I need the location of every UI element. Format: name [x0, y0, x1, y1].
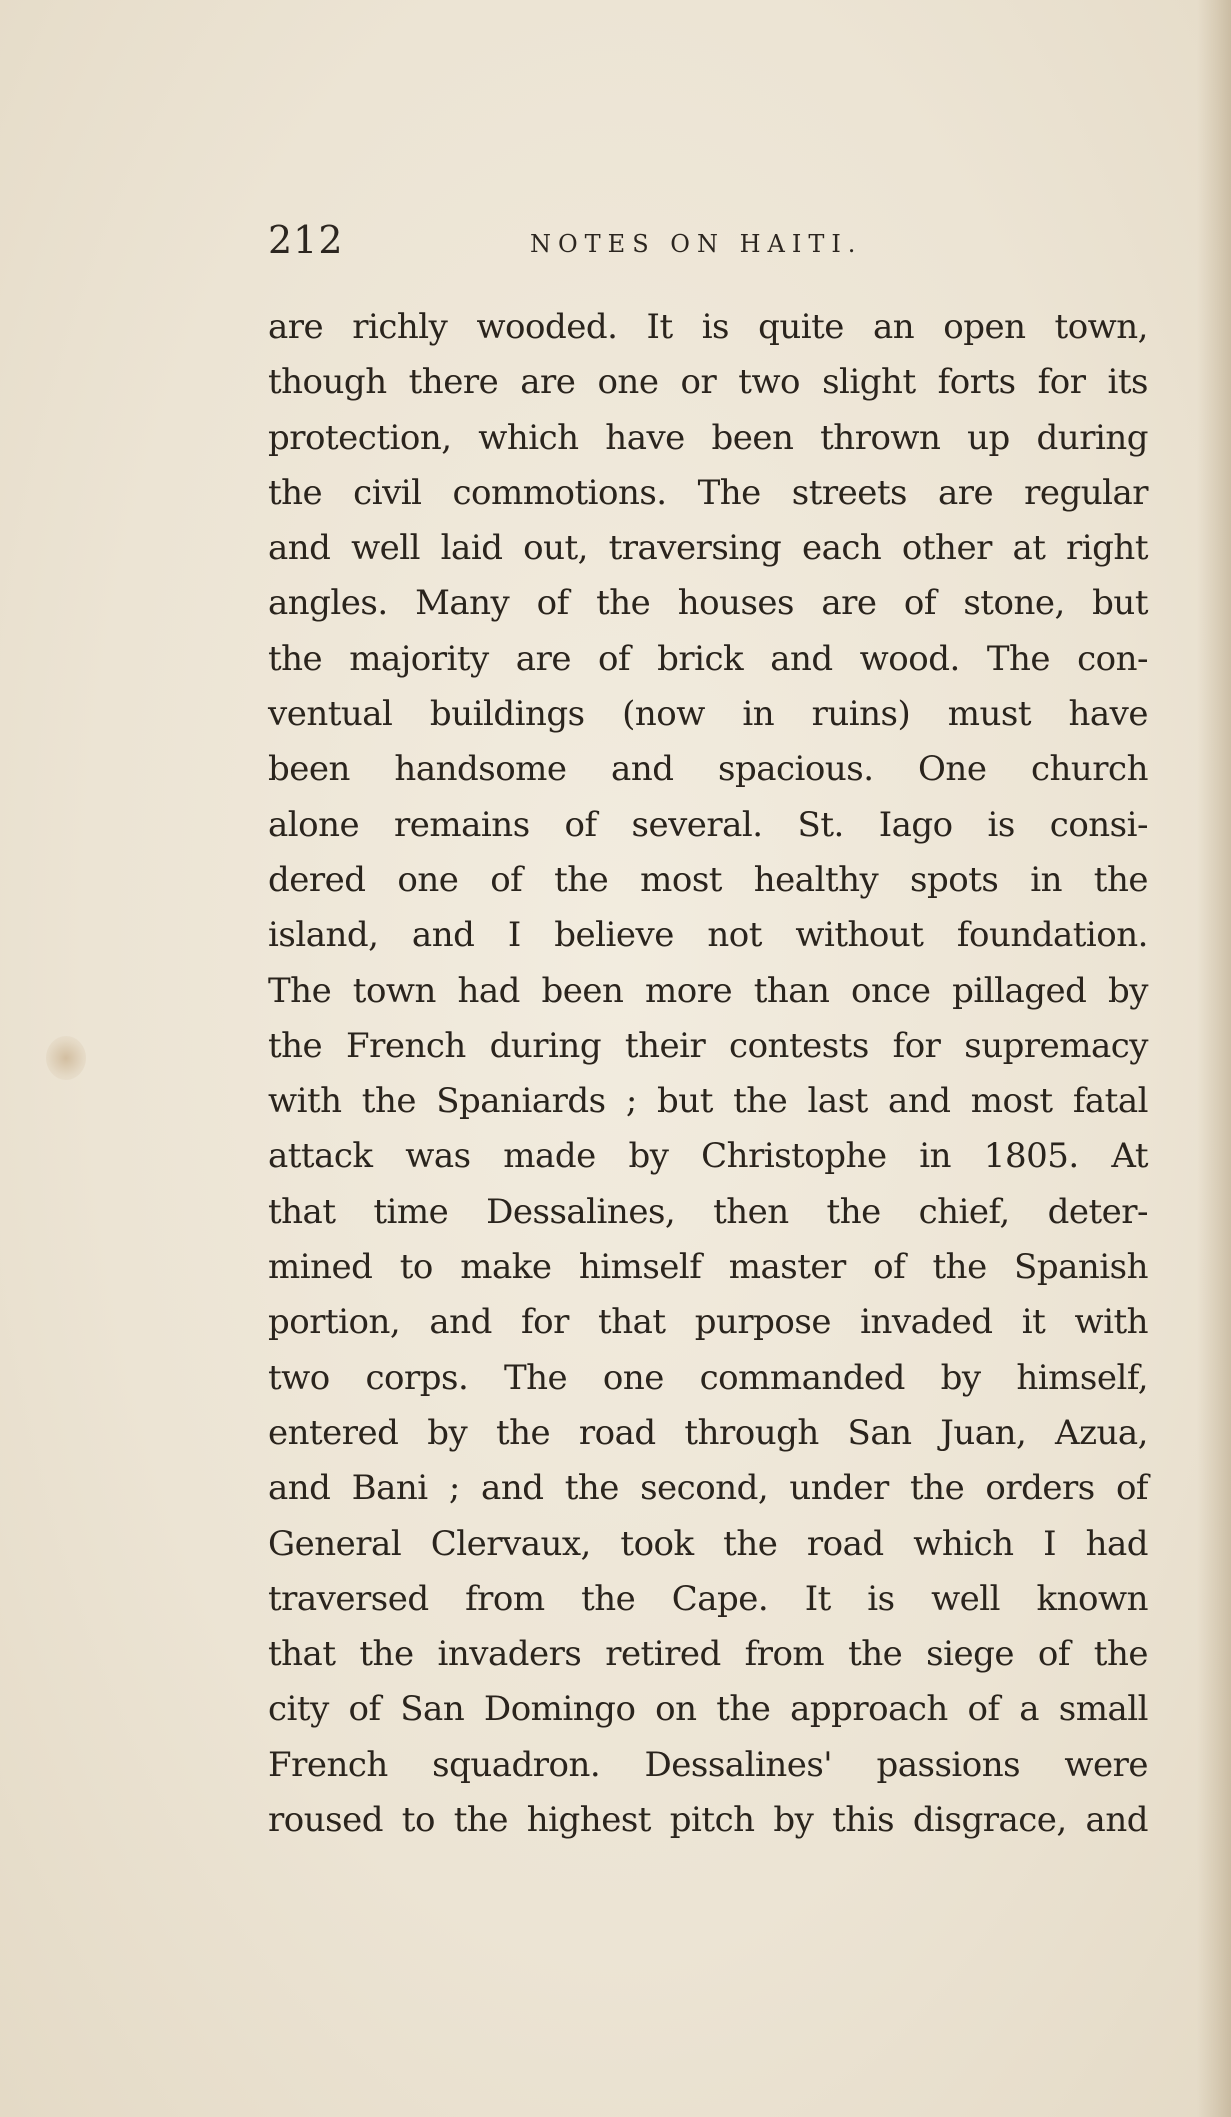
- text-line: traversed from the Cape. It is well known: [268, 1578, 1148, 1619]
- text-line: two corps. The one commanded by himself,: [268, 1357, 1148, 1398]
- text-line: mined to make himself master of the Spanish: [268, 1247, 1148, 1288]
- body-text: [268, 300, 1148, 1848]
- running-head: NOTES ON HAITI.: [530, 230, 863, 258]
- text-line: city of San Domingo on the approach of a small: [268, 1689, 1148, 1730]
- text-line: and Bani ; and the second, under the orders of: [268, 1468, 1148, 1509]
- text-line: dered one of the most healthy spots in the: [268, 859, 1148, 900]
- text-line: entered by the road through San Juan, Azua,: [268, 1412, 1148, 1453]
- text-line: General Clervaux, took the road which I had: [268, 1523, 1148, 1564]
- text-line: roused to the highest pitch by this disgrace, and: [268, 1800, 1148, 1841]
- text-line: the majority are of brick and wood. The con-: [268, 638, 1148, 679]
- text-line: with the Spaniards ; but the last and most fatal: [268, 1081, 1148, 1122]
- text-line: that the invaders retired from the siege of the: [268, 1634, 1148, 1675]
- text-line: The town had been more than once pillaged by: [268, 970, 1148, 1011]
- text-line: been handsome and spacious. One church: [268, 749, 1148, 790]
- text-line: angles. Many of the houses are of stone, but: [268, 583, 1148, 624]
- text-line: portion, and for that purpose invaded it with: [268, 1302, 1148, 1343]
- paper-stain: [46, 1036, 86, 1080]
- text-line: attack was made by Christophe in 1805. At: [268, 1136, 1148, 1177]
- page-header: [268, 218, 1138, 278]
- text-line: ventual buildings (now in ruins) must have: [268, 694, 1148, 735]
- text-line: the civil commotions. The streets are regular: [268, 472, 1148, 513]
- text-line: the French during their contests for supremacy: [268, 1025, 1148, 1066]
- text-line: protection, which have been thrown up during: [268, 417, 1148, 458]
- text-line: and well laid out, traversing each other at right: [268, 528, 1148, 569]
- text-line: though there are one or two slight forts for its: [268, 362, 1148, 403]
- text-line: that time Dessalines, then the chief, deter-: [268, 1191, 1148, 1232]
- text-line: island, and I believe not without foundation.: [268, 915, 1148, 956]
- page-number: 212: [268, 218, 344, 262]
- page-edge-shadow: [1197, 0, 1231, 2117]
- text-line: French squadron. Dessalines' passions were: [268, 1744, 1148, 1785]
- text-line: alone remains of several. St. Iago is consi-: [268, 804, 1148, 845]
- text-line: are richly wooded. It is quite an open town,: [268, 307, 1148, 347]
